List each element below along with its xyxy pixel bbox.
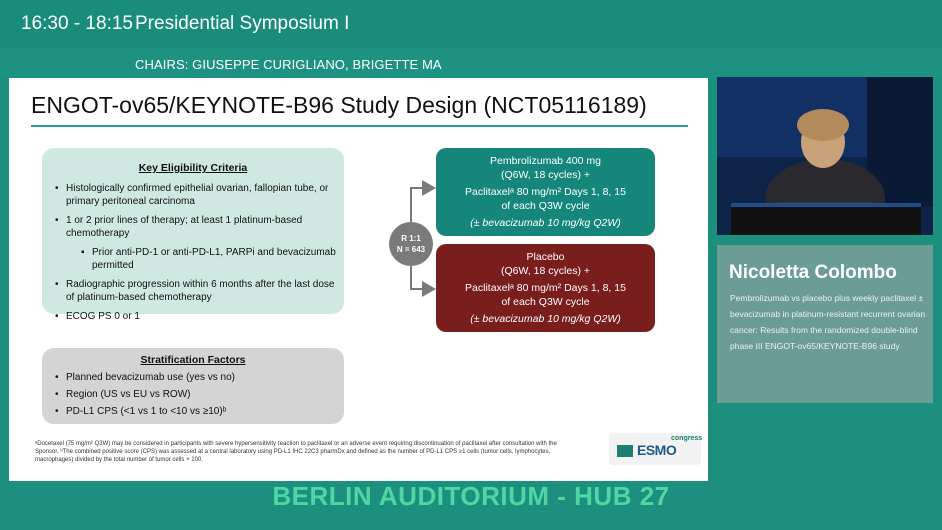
esmo-logo: [609, 433, 701, 465]
speaker-name: Nicoletta Colombo: [729, 262, 897, 283]
eligibility-heading: Key Eligibility Criteria: [138, 162, 248, 174]
arm1-line: (± bevacizumab 10 mg/kg Q2W): [470, 217, 621, 229]
presentation-slide: [9, 78, 708, 481]
placebo-arm-box: [436, 244, 655, 332]
pembrolizumab-arm-box: [436, 148, 655, 236]
venue-label: BERLIN AUDITORIUM - HUB 27: [272, 481, 670, 511]
arm2-line: (± bevacizumab 10 mg/kg Q2W): [470, 313, 621, 325]
eligibility-item: • 1 or 2 prior lines of therapy; at least 1 platinum-based chemotherapy: [66, 214, 344, 240]
session-time: 16:30 - 18:15: [21, 13, 133, 34]
esmo-wordmark: ESMO: [637, 442, 677, 458]
randomization-circle: [389, 222, 433, 266]
session-chairs: CHAIRS: GIUSEPPE CURIGLIANO, BRIGETTE MA: [135, 57, 442, 72]
berlin-badge-icon: [617, 445, 633, 457]
arm1-line: Pembrolizumab 400 mg: [490, 155, 601, 167]
arm2-line: (Q6W, 18 cycles) +: [501, 265, 590, 277]
stratification-item: • PD-L1 CPS (<1 vs 1 to <10 vs ≥10)ᵇ: [66, 405, 344, 418]
slide-footnote: ᵃDocetaxel (75 mg/m² Q3W) may be considered in participants with severe hypersensitivity reaction to paclitaxel or an adverse event requiring discontinuation of paclitaxel after consultation with the Sponsor. ᵇThe combined positive score (CPS) was assessed at a central laboratory using PD-L1 IHC 22C3 pharmDx and defined as the number of PD-L1 CPS ≥1 cells (tumor cells, lymphocytes, macrophages) divided by the total number of tumor cells × 100.: [35, 441, 557, 463]
arrow-to-arm1: [411, 188, 434, 222]
stratification-heading: Stratification Factors: [140, 354, 246, 366]
eligibility-item: • ECOG PS 0 or 1: [66, 310, 344, 323]
randomization-ratio: R 1:1: [401, 234, 421, 243]
esmo-congress-label: congress: [671, 435, 703, 442]
session-header-bar: [0, 0, 942, 48]
eligibility-item: • Histologically confirmed epithelial ovarian, fallopian tube, or primary peritoneal carcinoma: [66, 182, 344, 208]
speaker-video-frame: [717, 77, 933, 235]
arm2-line: Placebo: [526, 251, 565, 263]
slide-title: ENGOT-ov65/KEYNOTE-B96 Study Design (NCT05116189): [31, 92, 647, 118]
eligibility-item: • Radiographic progression within 6 months after the last dose of platinum-based chemotherapy: [66, 278, 344, 304]
stratification-item: • Planned bevacizumab use (yes vs no): [66, 371, 344, 384]
speaker-info-panel: [717, 245, 933, 403]
session-title: Presidential Symposium I: [135, 13, 350, 34]
arm1-line: of each Q3W cycle: [501, 200, 590, 212]
talk-title: Pembrolizumab vs placebo plus weekly paclitaxel ± bevacizumab in platinum-resistant recurrent ovarian cancer: Results from the randomized double-blind phase III ENGOT-ov65/KEYNOTE-B96 study: [730, 293, 926, 351]
arm2-line: of each Q3W cycle: [501, 296, 590, 308]
eligibility-subitem: ▪ Prior anti-PD-1 or anti-PD-L1, PARPi and bevacizumab permitted: [92, 246, 344, 272]
arrow-to-arm2: [411, 266, 434, 289]
arm1-line: Paclitaxelᵃ 80 mg/m² Days 1, 8, 15: [465, 186, 626, 198]
randomization-n: N = 643: [396, 245, 426, 254]
arm2-line: Paclitaxelᵃ 80 mg/m² Days 1, 8, 15: [465, 282, 626, 294]
speaker-video: [717, 77, 933, 235]
arm1-line: (Q6W, 18 cycles) +: [501, 169, 590, 181]
stratification-item: • Region (US vs EU vs ROW): [66, 388, 344, 401]
